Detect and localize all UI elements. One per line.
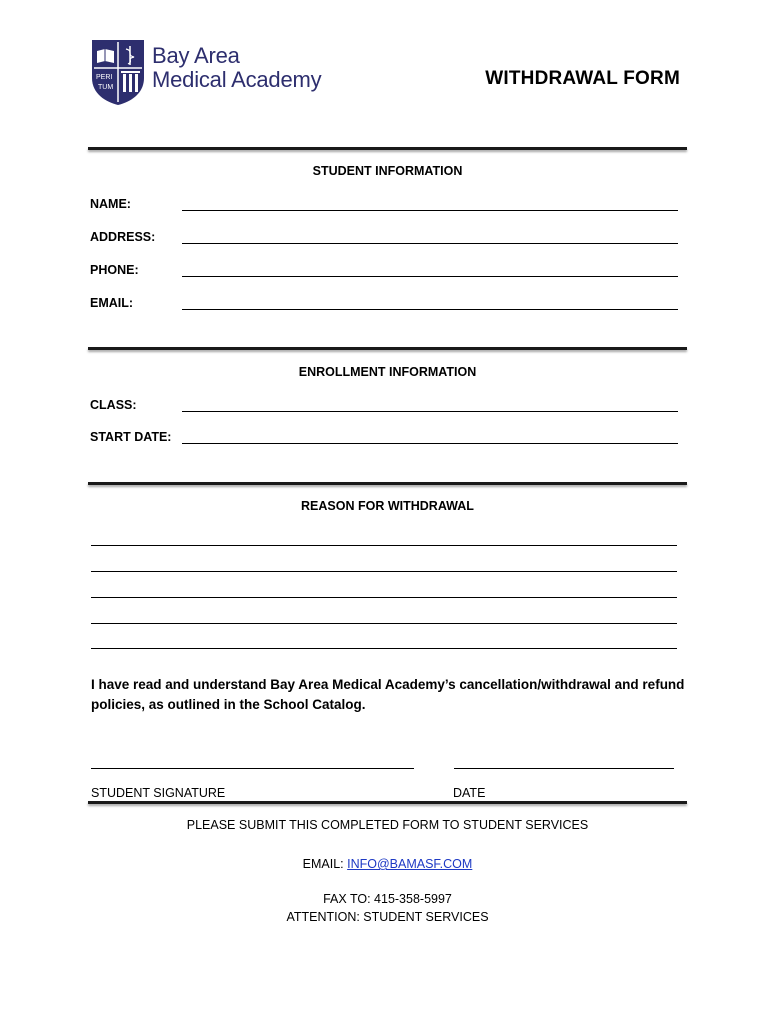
phone-field[interactable] (90, 263, 680, 281)
shield-emblem-icon (90, 38, 146, 106)
name-input-line[interactable] (182, 210, 678, 211)
reason-title: REASON FOR WITHDRAWAL (301, 499, 474, 513)
reason-input-line[interactable] (91, 648, 677, 649)
submit-instructions: PLEASE SUBMIT THIS COMPLETED FORM TO STUDENT SERVICES (186, 818, 589, 832)
email-input-line[interactable] (182, 309, 678, 310)
phone-label: PHONE: (90, 263, 139, 277)
logo-line-2: Medical Academy (152, 67, 322, 92)
email-field[interactable] (90, 296, 680, 314)
email-link[interactable]: INFO@BAMASF.COM (347, 857, 473, 871)
class-field[interactable] (90, 398, 680, 416)
address-label: ADDRESS: (90, 230, 156, 244)
start-date-field[interactable] (90, 430, 680, 448)
start-date-label: START DATE: (90, 430, 172, 444)
contact-email (88, 857, 687, 871)
acknowledgement-statement: I have read and understand Bay Area Medical Academy’s cancellation/withdrawal and refund policies, as outlined in the School Catalog. (91, 677, 685, 712)
student-signature-line[interactable] (91, 768, 414, 769)
student-signature-label: STUDENT SIGNATURE (91, 786, 226, 800)
section-divider (88, 147, 687, 150)
academy-logo (90, 38, 330, 108)
attention-line: ATTENTION: STUDENT SERVICES (286, 910, 489, 924)
name-field[interactable] (90, 197, 680, 215)
name-label: NAME: (90, 197, 131, 211)
section-divider (88, 347, 687, 350)
reason-input-line[interactable] (91, 623, 677, 624)
student-info-title: STUDENT INFORMATION (312, 164, 463, 178)
email-prefix: EMAIL: (302, 857, 348, 871)
reason-input-line[interactable] (91, 545, 677, 546)
emblem-text-top: PERI (96, 74, 113, 81)
date-label: DATE (453, 786, 486, 800)
address-field[interactable] (90, 230, 680, 248)
section-divider (88, 482, 687, 485)
class-label: CLASS: (90, 398, 137, 412)
start-date-input-line[interactable] (182, 443, 678, 444)
form-title: WITHDRAWAL FORM (485, 68, 680, 89)
email-label: EMAIL: (90, 296, 134, 310)
logo-wordmark (152, 44, 321, 92)
fax-number: FAX TO: 415-358-5997 (323, 892, 452, 906)
section-divider (88, 801, 687, 804)
logo-line-1: Bay Area (152, 43, 240, 68)
reason-input-line[interactable] (91, 597, 677, 598)
class-input-line[interactable] (182, 411, 678, 412)
enrollment-info-title: ENROLLMENT INFORMATION (298, 365, 477, 379)
address-input-line[interactable] (182, 243, 678, 244)
reason-input-line[interactable] (91, 571, 677, 572)
emblem-text-bottom: TUM (98, 84, 114, 91)
phone-input-line[interactable] (182, 276, 678, 277)
date-signature-line[interactable] (454, 768, 674, 769)
